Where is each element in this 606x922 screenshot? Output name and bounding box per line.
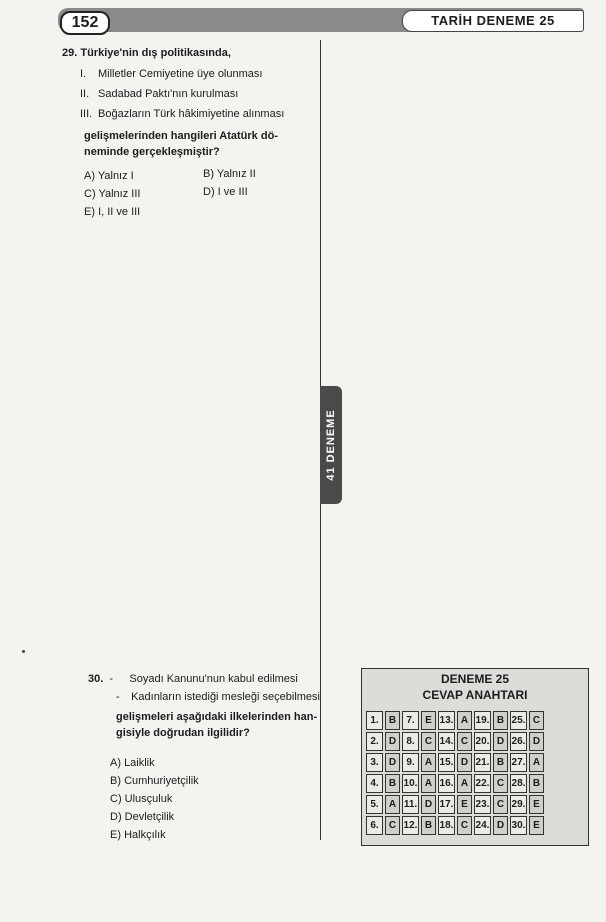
answer-key-number: 29. (510, 795, 527, 814)
answer-key-number: 25. (510, 711, 527, 730)
answer-key-title: DENEME 25 (440, 672, 510, 686)
answer-key-answer: D (457, 753, 472, 772)
answer-key-answer: C (421, 732, 436, 751)
q29-option-e[interactable]: E) I, II ve III (84, 206, 141, 218)
answer-key-answer: A (421, 753, 436, 772)
answer-key-answer: C (385, 816, 400, 835)
answer-key-number: 16. (438, 774, 455, 793)
q30-question-line1: gelişmeleri aşağıdaki ilkelerinden han- (116, 711, 318, 723)
answer-key (361, 668, 589, 846)
q30-option-b[interactable]: B) Cumhuriyetçilik (110, 775, 199, 787)
answer-key-number: 28. (510, 774, 527, 793)
q29-item-1: I. Milletler Cemiyetine üye olunması (80, 68, 263, 80)
answer-key-number: 9. (402, 753, 419, 772)
answer-key-number: 1. (366, 711, 383, 730)
answer-key-row (366, 711, 544, 730)
answer-key-answer: E (457, 795, 472, 814)
answer-key-answer: C (493, 774, 508, 793)
q29-option-b[interactable]: B) Yalnız II (203, 168, 256, 180)
answer-key-number: 19. (474, 711, 491, 730)
q29-option-a[interactable]: A) Yalnız I (84, 170, 134, 182)
page-mark (22, 650, 25, 653)
answer-key-answer: D (385, 732, 400, 751)
answer-key-answer: B (385, 774, 400, 793)
answer-key-number: 22. (474, 774, 491, 793)
answer-key-number: 4. (366, 774, 383, 793)
answer-key-number: 30. (510, 816, 527, 835)
answer-key-number: 7. (402, 711, 419, 730)
answer-key-answer: D (529, 732, 544, 751)
q30-option-c[interactable]: C) Ulusçuluk (110, 793, 173, 805)
answer-key-answer: D (421, 795, 436, 814)
answer-key-number: 12. (402, 816, 419, 835)
answer-key-row (366, 795, 544, 814)
answer-key-number: 21. (474, 753, 491, 772)
side-tab (320, 386, 342, 504)
answer-key-number: 13. (438, 711, 455, 730)
answer-key-answer: B (493, 753, 508, 772)
q30-option-e[interactable]: E) Halkçılık (110, 829, 166, 841)
answer-key-number: 23. (474, 795, 491, 814)
answer-key-answer: B (385, 711, 400, 730)
answer-key-number: 20. (474, 732, 491, 751)
q29-stem-text: Türkiye'nin dış politikasında, (80, 47, 231, 59)
answer-key-table (364, 709, 546, 837)
q30-bullet-2: - Kadınların istediği mesleği seçebilmesi (116, 691, 320, 703)
q30-bullet-1: 30. - Soyadı Kanunu'nun kabul edilmesi (88, 673, 298, 685)
answer-key-number: 18. (438, 816, 455, 835)
answer-key-row (366, 816, 544, 835)
answer-key-number: 5. (366, 795, 383, 814)
answer-key-answer: C (493, 795, 508, 814)
answer-key-number: 3. (366, 753, 383, 772)
q30-option-a[interactable]: A) Laiklik (110, 757, 155, 769)
answer-key-number: 6. (366, 816, 383, 835)
q29-option-c[interactable]: C) Yalnız III (84, 188, 141, 200)
answer-key-number: 26. (510, 732, 527, 751)
q30-question-line2: gisiyle doğrudan ilgilidir? (116, 727, 250, 739)
answer-key-row (366, 753, 544, 772)
answer-key-number: 8. (402, 732, 419, 751)
answer-key-answer: C (457, 816, 472, 835)
side-tab-label: 41 DENEME (325, 409, 337, 481)
answer-key-answer: E (421, 711, 436, 730)
q30-number: 30. (88, 673, 104, 685)
answer-key-number: 15. (438, 753, 455, 772)
q29-option-d[interactable]: D) I ve III (203, 186, 248, 198)
answer-key-answer: E (529, 816, 544, 835)
answer-key-answer: D (385, 753, 400, 772)
answer-key-answer: A (385, 795, 400, 814)
q29-item-2: II. Sadabad Paktı'nın kurulması (80, 88, 239, 100)
answer-key-answer: B (493, 711, 508, 730)
answer-key-number: 24. (474, 816, 491, 835)
answer-key-answer: A (529, 753, 544, 772)
answer-key-answer: C (457, 732, 472, 751)
q29-number: 29. (62, 47, 78, 59)
answer-key-answer: C (529, 711, 544, 730)
answer-key-answer: B (529, 774, 544, 793)
answer-key-answer: D (493, 816, 508, 835)
answer-key-number: 27. (510, 753, 527, 772)
q30-option-d[interactable]: D) Devletçilik (110, 811, 175, 823)
answer-key-number: 2. (366, 732, 383, 751)
answer-key-row (366, 774, 544, 793)
answer-key-number: 14. (438, 732, 455, 751)
q29-question-line1: gelişmelerinden hangileri Atatürk dö- (84, 130, 278, 142)
answer-key-subtitle: CEVAP ANAHTARI (422, 688, 528, 702)
q29-stem (62, 47, 231, 59)
answer-key-number: 11. (402, 795, 419, 814)
answer-key-answer: E (529, 795, 544, 814)
answer-key-answer: A (457, 711, 472, 730)
answer-key-answer: B (421, 816, 436, 835)
page-number: 152 (60, 11, 110, 35)
answer-key-answer: A (421, 774, 436, 793)
q29-item-3: III. Boğazların Türk hâkimiyetine alınması (80, 108, 285, 120)
exam-title: TARİH DENEME 25 (402, 10, 584, 32)
answer-key-answer: D (493, 732, 508, 751)
answer-key-number: 17. (438, 795, 455, 814)
answer-key-row (366, 732, 544, 751)
answer-key-answer: A (457, 774, 472, 793)
answer-key-number: 10. (402, 774, 419, 793)
q29-question-line2: neminde gerçekleşmiştir? (84, 146, 220, 158)
